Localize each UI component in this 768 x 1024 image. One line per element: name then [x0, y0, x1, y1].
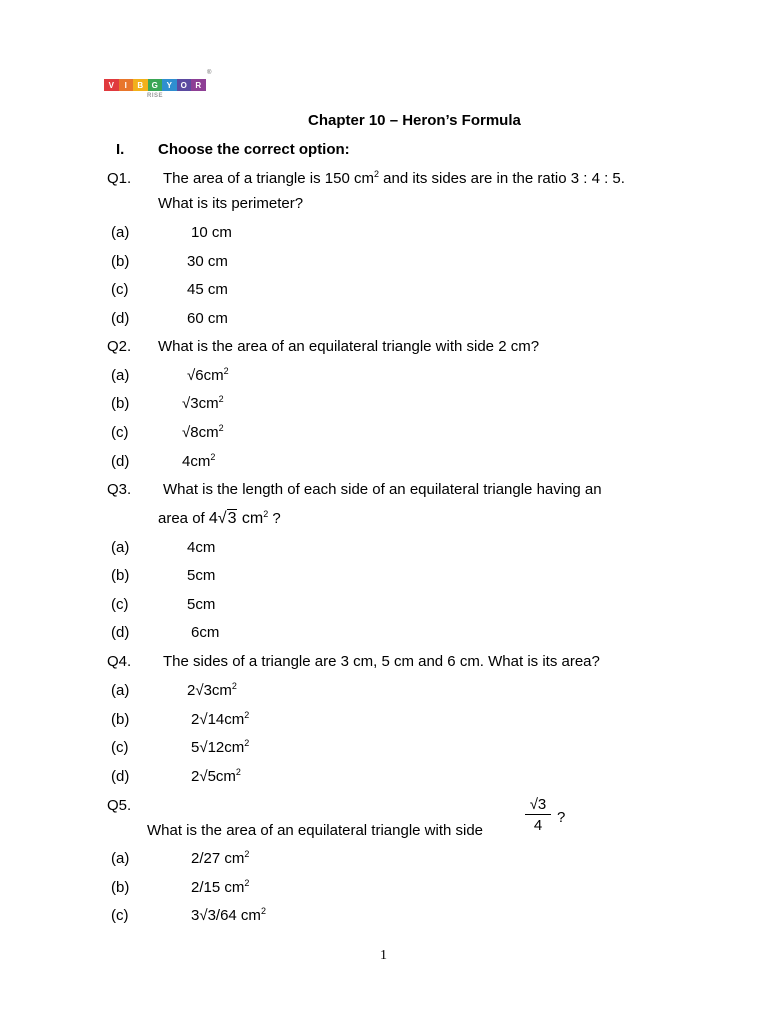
logo-letter: Y — [162, 79, 177, 91]
option-value: √8cm — [182, 424, 219, 441]
question-number: Q1. — [107, 170, 132, 187]
option-label: (c) — [111, 739, 129, 756]
logo-letter: V — [104, 79, 119, 91]
superscript: 2 — [231, 681, 237, 691]
option-label: (a) — [111, 539, 130, 556]
option-value: 5√12cm — [191, 739, 245, 756]
question-number: Q3. — [107, 481, 132, 498]
option-value: 4cm — [182, 453, 211, 470]
question-text: What is the length of each side of an equilateral triangle having an — [163, 481, 602, 498]
superscript: 2 — [244, 738, 250, 748]
option-text: 5cm — [187, 567, 216, 584]
question-text-part: The area of a triangle is 150 cm — [163, 170, 374, 187]
option-label: (a) — [111, 224, 130, 241]
option-label: (b) — [111, 879, 130, 896]
question-text-line2: What is its perimeter? — [158, 195, 304, 212]
option-label: (a) — [111, 850, 130, 867]
question-mark: ? — [557, 809, 566, 826]
fraction-denominator: 4 — [533, 817, 543, 834]
option-label: (b) — [111, 395, 130, 412]
logo-letter: I — [119, 79, 134, 91]
superscript: 2 — [263, 509, 269, 519]
question-text: The sides of a triangle are 3 cm, 5 cm and 6 cm. What is its area? — [163, 653, 600, 670]
superscript: 2 — [373, 169, 379, 179]
superscript: 2 — [244, 710, 250, 720]
superscript: 2 — [260, 906, 266, 916]
option-label: (a) — [111, 367, 130, 384]
option-label: (c) — [111, 281, 129, 298]
option-text: 6cm — [191, 624, 220, 641]
superscript: 2 — [244, 849, 250, 859]
option-text: 5cm — [187, 596, 216, 613]
option-label: (b) — [111, 567, 130, 584]
superscript: 2 — [218, 423, 224, 433]
side-fraction — [525, 796, 551, 834]
superscript: 2 — [210, 452, 216, 462]
section-number: I. — [116, 141, 125, 158]
logo-registered-mark: ® — [207, 70, 212, 76]
option-value: 2√14cm — [191, 711, 245, 728]
option-label: (b) — [111, 711, 130, 728]
option-label: (c) — [111, 596, 129, 613]
chapter-title: Chapter 10 – Heron’s Formula — [308, 112, 521, 129]
option-label: (d) — [111, 453, 130, 470]
option-label: (d) — [111, 768, 130, 785]
question-text-part: and its sides are in the ratio 3 : 4 : 5. — [378, 170, 625, 187]
option-value: 2√5cm — [191, 768, 236, 785]
option-text — [182, 453, 215, 470]
question-mark: ? — [268, 510, 281, 527]
option-text: 4cm — [187, 539, 216, 556]
option-text — [191, 879, 249, 896]
option-label: (c) — [111, 907, 129, 924]
superscript: 2 — [235, 767, 241, 777]
option-value: 3√3/64 cm — [191, 907, 261, 924]
option-label: (a) — [111, 682, 130, 699]
superscript: 2 — [223, 366, 229, 376]
option-label: (b) — [111, 253, 130, 270]
superscript: 2 — [244, 878, 250, 888]
math-radicand: 3 — [227, 510, 237, 527]
question-number: Q5. — [107, 797, 132, 814]
option-text — [191, 739, 249, 756]
question-text-part: area of — [158, 510, 205, 527]
area-expression: 4√3 $cm^2$ — [208, 509, 269, 527]
math-coefficient: 4 — [208, 510, 218, 527]
option-text — [191, 907, 266, 924]
logo-letter: R — [191, 79, 206, 91]
option-text — [182, 395, 224, 412]
logo-letter: G — [148, 79, 163, 91]
page-number: 1 — [380, 948, 387, 963]
question-text: What is the area of an equilateral triangle with side 2 cm? — [158, 338, 540, 355]
option-value: 2√3cm — [187, 682, 232, 699]
logo-letter: B — [133, 79, 148, 91]
question-number: Q2. — [107, 338, 132, 355]
option-value: √3cm — [182, 395, 219, 412]
question-text-line2 — [158, 510, 281, 528]
option-text: 60 cm — [187, 310, 228, 327]
option-text — [191, 711, 249, 728]
option-text: 45 cm — [187, 281, 228, 298]
option-text — [187, 682, 237, 699]
logo-subtitle: RISE — [147, 93, 164, 99]
superscript: 2 — [218, 394, 224, 404]
option-value: 2/27 cm — [191, 850, 245, 867]
option-label: (d) — [111, 310, 130, 327]
option-text: 30 cm — [187, 253, 228, 270]
option-text — [191, 850, 249, 867]
option-text: 10 cm — [191, 224, 232, 241]
question-number: Q4. — [107, 653, 132, 670]
option-label: (d) — [111, 624, 130, 641]
question-text: What is the area of an equilateral triangle with side — [147, 822, 484, 839]
fraction-numerator: √3 — [529, 796, 547, 813]
option-text — [191, 768, 241, 785]
option-label: (c) — [111, 424, 129, 441]
fraction-bar — [525, 814, 551, 815]
section-heading: Choose the correct option: — [158, 141, 350, 158]
option-text — [182, 424, 224, 441]
vibgyor-logo — [104, 79, 206, 91]
option-value: 2/15 cm — [191, 879, 245, 896]
option-value: √6cm — [187, 367, 224, 384]
question-text — [163, 170, 625, 187]
math-unit: cm — [237, 510, 264, 527]
option-text — [187, 367, 229, 384]
logo-letter: O — [177, 79, 192, 91]
